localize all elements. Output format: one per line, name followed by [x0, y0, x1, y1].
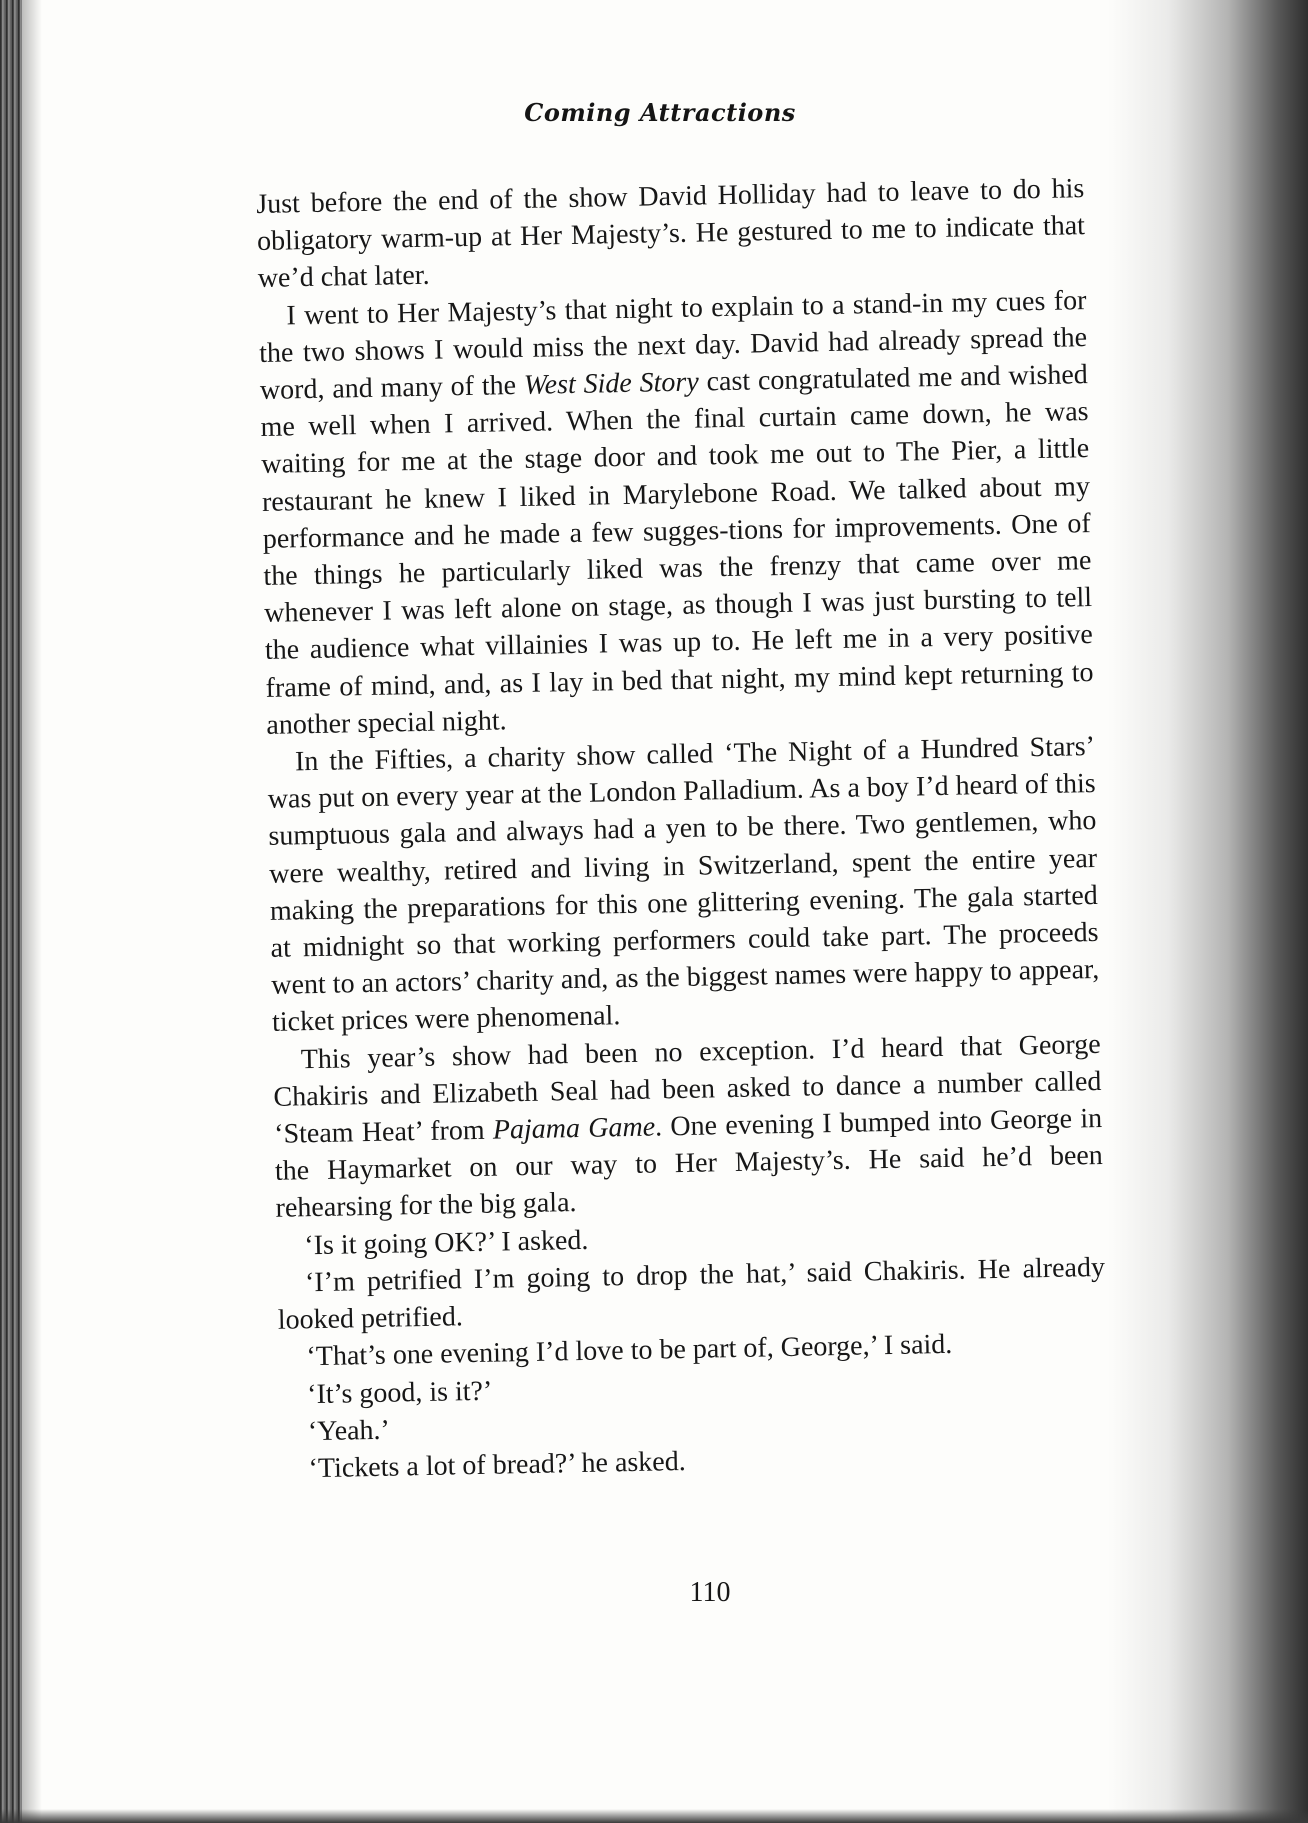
- paragraph-2-text-start: I went to Her Majesty’s that night to explain to a stand-in my cues for the two shows I would miss the next day. David had already spread the word, and many of the: [258, 284, 1088, 406]
- paragraph-4-text-start: This year’s show had been no exception. I’d heard that George Chakiris and Elizabeth Seal had been asked to dance a number called ‘Steam Heat’ from: [273, 1028, 1102, 1150]
- dialogue-line-3-text: ‘That’s one evening I’d love to be part of, George,’ I said.: [306, 1329, 953, 1373]
- paragraph-1: [256, 170, 1086, 297]
- paragraph-2-text-end: cast congratulated me and wished me well when I arrived. When the final curtain came down, he was waiting for me at the stage door and took me out to The Pier, a little restaurant he knew I liked in Marylebone Road. We talked about my performance and he made a few sugges-tions for improvements. One of the things he particularly liked was the frenzy that came over me whenever I was left alone on stage, as though I was just bursting to tell the audience what villainies I was up to. He left me in a very positive frame of mind, and, as I lay in bed that night, my mind kept returning to another special night.: [260, 359, 1094, 741]
- bottom-edge-shadow: [0, 1809, 1308, 1823]
- dialogue-line-5-text: ‘Yeah.’: [307, 1414, 391, 1447]
- paragraph-2: [258, 282, 1094, 744]
- dialogue-line-6-text: ‘Tickets a lot of bread?’ he asked.: [308, 1445, 686, 1485]
- page-stack-edge: [0, 0, 22, 1823]
- paragraph-3: [267, 728, 1101, 1041]
- paragraph-1-text: Just before the end of the show David Holliday had to leave to do his obligatory warm-up at Her Majesty’s. He gestured to me to indicate that we’d chat later.: [256, 173, 1086, 295]
- title-pajama-game: Pajama Game: [492, 1111, 656, 1146]
- page-number: 110: [689, 1577, 731, 1608]
- dialogue-line-1-text: ‘Is it going OK?’ I asked.: [304, 1224, 589, 1261]
- title-west-side-story: West Side Story: [523, 366, 700, 401]
- page-edge-shadow: [22, 0, 42, 1823]
- paragraph-4: [272, 1026, 1103, 1228]
- running-head: Coming Attractions: [524, 98, 796, 127]
- body-text: [256, 170, 1109, 1488]
- binding-gutter-shadow: [1108, 0, 1308, 1823]
- paragraph-3-text: In the Fifties, a charity show called ‘The Night of a Hundred Stars’ was put on every year at the London Palladium. As a boy I’d heard of this sumptuous gala and always had a yen to be there. Two gentlemen, who were wealthy, retired and living in Switzerland, spent the entire year making the preparations for this one glittering evening. The gala started at midnight so that working performers could take part. The proceeds went to an actors’ charity and, as the biggest names were happy to appear, ticket prices were phenomenal.: [267, 731, 1100, 1039]
- dialogue-line-2-text: ‘I’m petrified I’m going to drop the hat,’ said Chakiris. He already looked petrified.: [277, 1251, 1106, 1336]
- dialogue-line-4-text: ‘It’s good, is it?’: [306, 1375, 493, 1410]
- paragraph-4-text-end: . One evening I bumped into George in the Haymarket on our way to Her Majesty’s. He said he’d been rehearsing for the big gala.: [274, 1103, 1104, 1225]
